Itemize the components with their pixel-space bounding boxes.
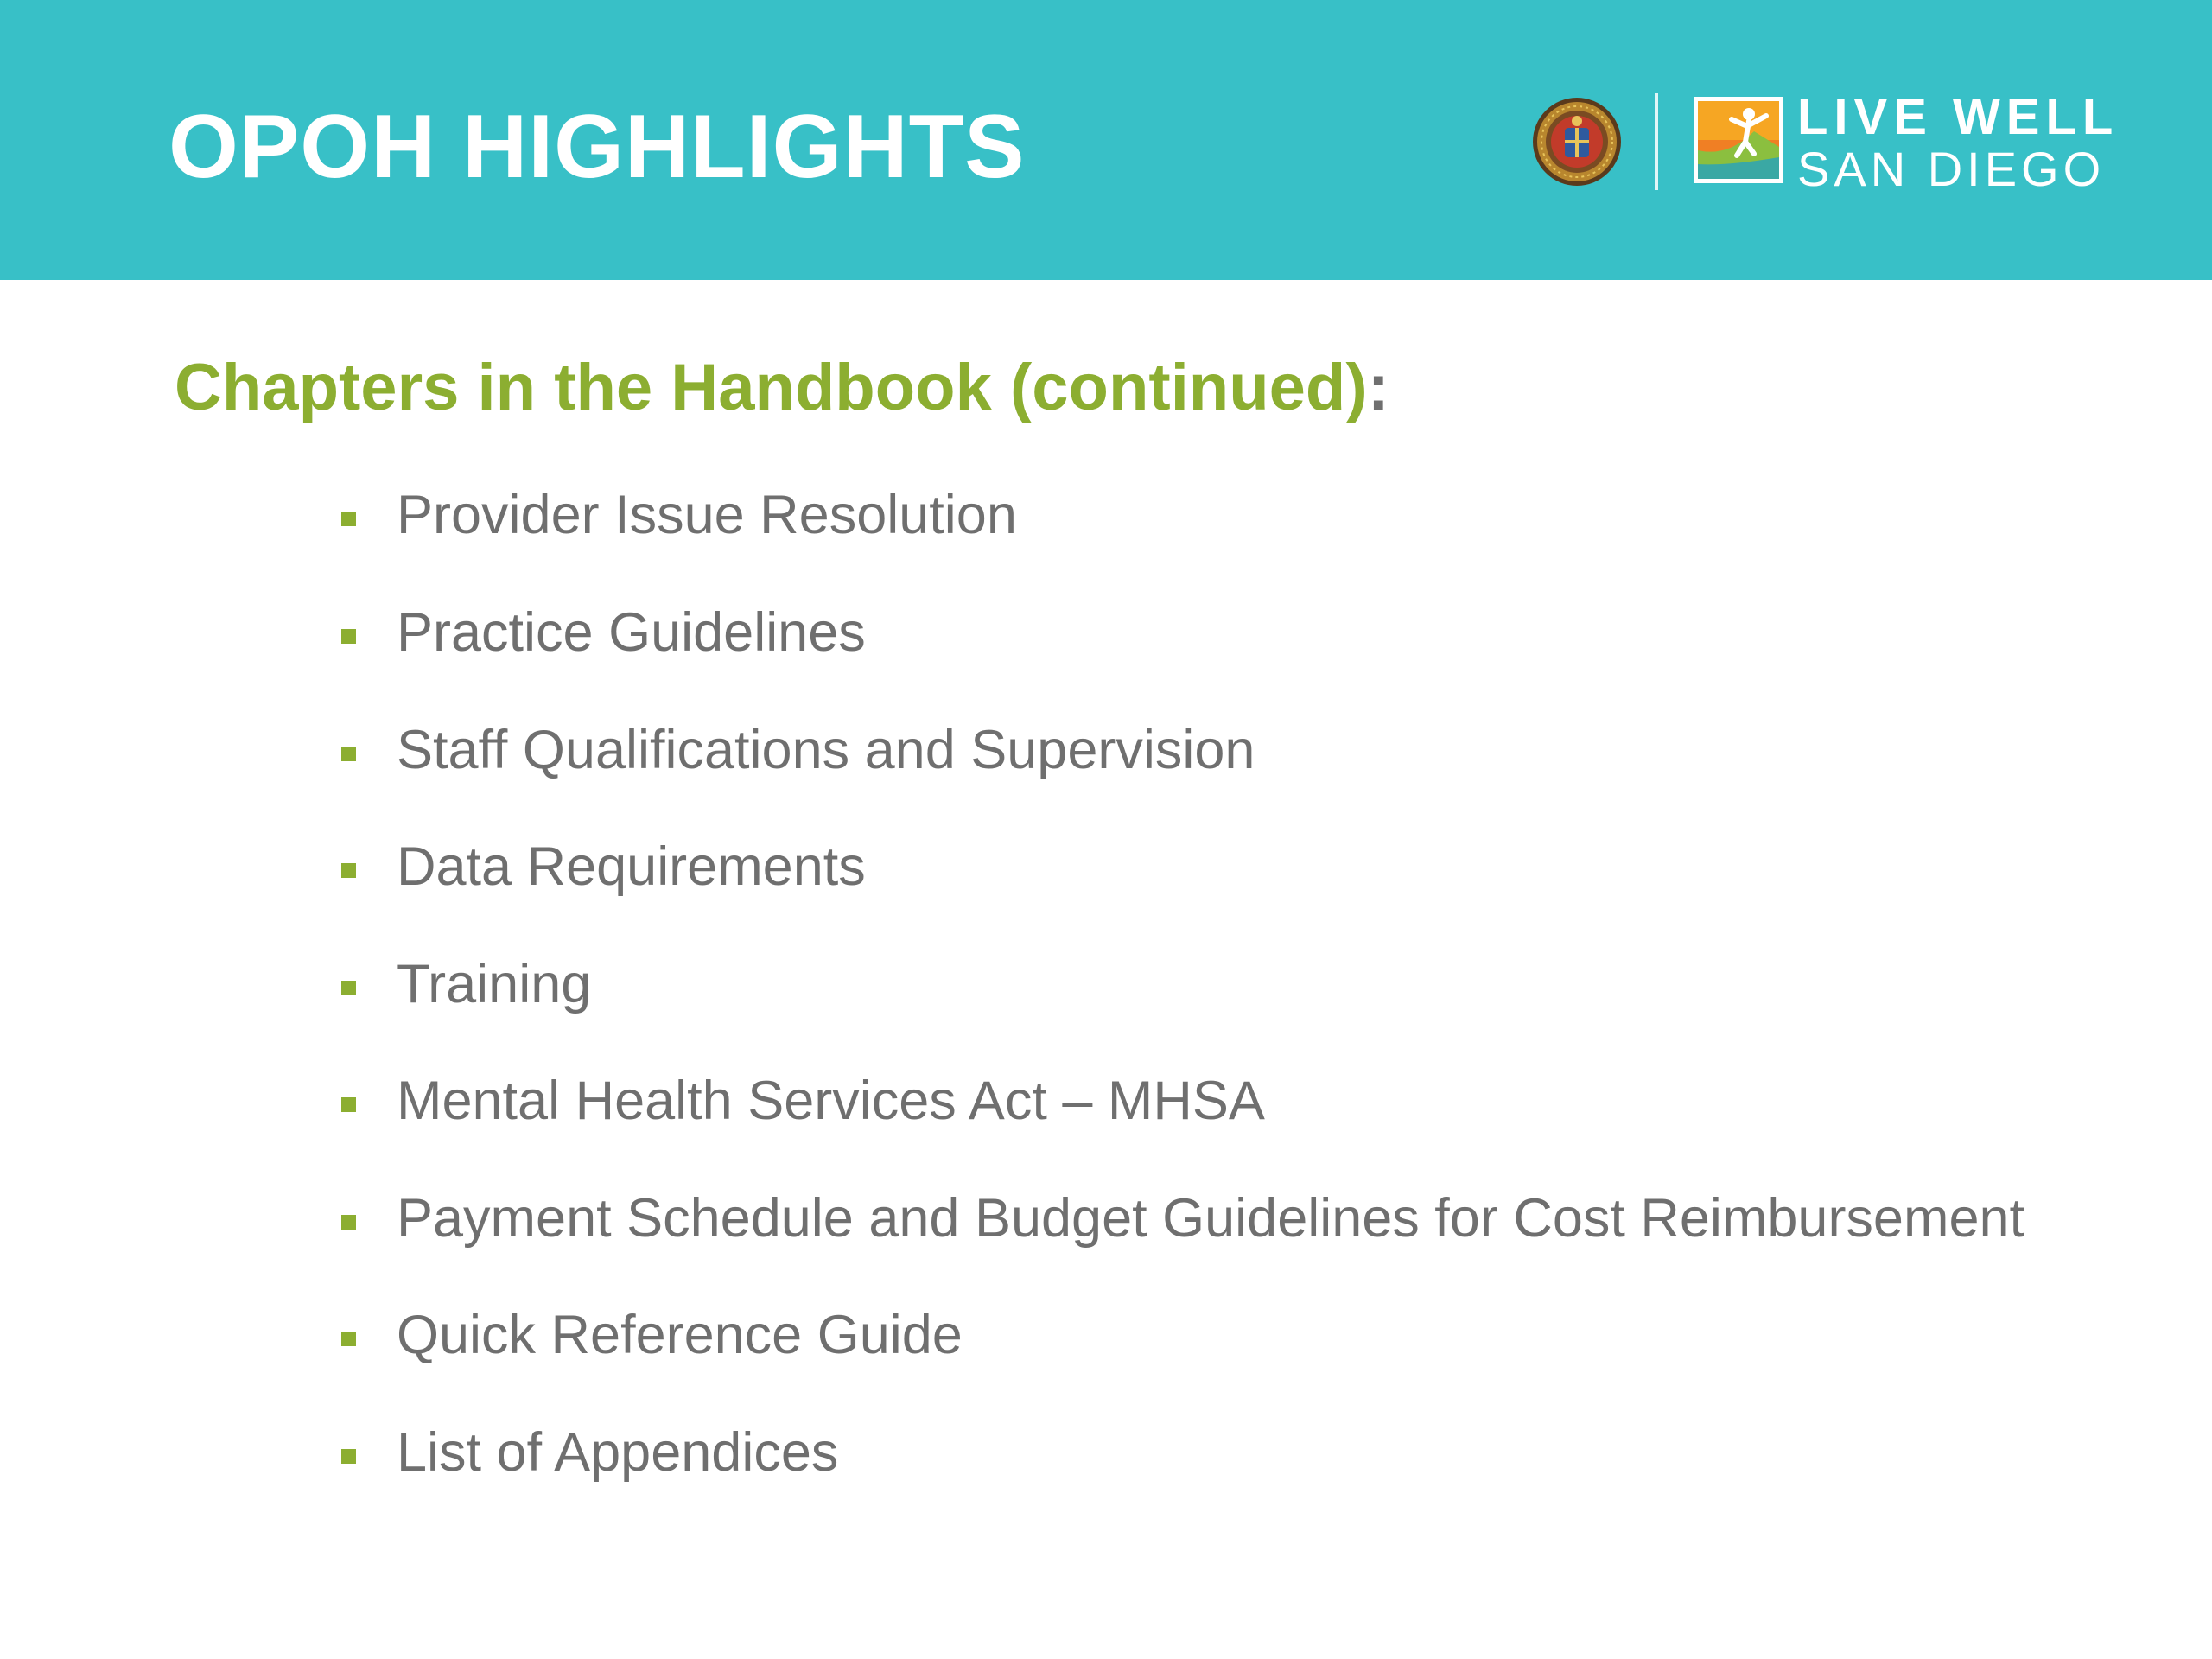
page-title: OPOH HIGHLIGHTS bbox=[168, 97, 1026, 197]
square-bullet-icon bbox=[341, 1332, 356, 1346]
square-bullet-icon bbox=[341, 512, 356, 526]
list-item-text: Mental Health Services Act – MHSA bbox=[397, 1071, 1265, 1131]
list-item-text: List of Appendices bbox=[397, 1422, 839, 1483]
section-heading bbox=[175, 348, 1389, 427]
list-item-text: Payment Schedule and Budget Guidelines for Cost Reimbursement bbox=[397, 1188, 2025, 1249]
brand-logo-text bbox=[1797, 89, 2120, 196]
section-heading-colon: : bbox=[1367, 351, 1389, 424]
brand-line-san-diego: SAN DIEGO bbox=[1797, 142, 2106, 196]
square-bullet-icon bbox=[341, 1449, 356, 1464]
header-bar bbox=[0, 0, 2212, 280]
list-item bbox=[341, 1066, 2156, 1135]
square-bullet-icon bbox=[341, 1215, 356, 1230]
list-item-text: Data Requirements bbox=[397, 836, 866, 897]
list-item-text: Provider Issue Resolution bbox=[397, 485, 1017, 545]
county-seal-icon bbox=[1532, 97, 1622, 187]
list-item bbox=[341, 715, 2156, 785]
square-bullet-icon bbox=[341, 981, 356, 995]
square-bullet-icon bbox=[341, 747, 356, 761]
logo-divider bbox=[1655, 93, 1658, 190]
list-item bbox=[341, 598, 2156, 667]
brand-line-live-well: LIVE WELL bbox=[1797, 89, 2120, 145]
list-item bbox=[341, 1418, 2156, 1487]
square-bullet-icon bbox=[341, 1097, 356, 1112]
live-well-figure-icon bbox=[1694, 97, 1783, 183]
list-item bbox=[341, 832, 2156, 901]
list-item-text: Quick Reference Guide bbox=[397, 1305, 963, 1365]
list-item-text: Practice Guidelines bbox=[397, 602, 866, 663]
list-item bbox=[341, 1300, 2156, 1370]
square-bullet-icon bbox=[341, 629, 356, 644]
section-heading-text: Chapters in the Handbook (continued) bbox=[175, 351, 1368, 424]
list-item-text: Staff Qualifications and Supervision bbox=[397, 720, 1255, 780]
list-item-text: Training bbox=[397, 954, 592, 1014]
list-item bbox=[341, 480, 2156, 550]
square-bullet-icon bbox=[341, 863, 356, 878]
list-item bbox=[341, 950, 2156, 1019]
list-item bbox=[341, 1184, 2156, 1253]
